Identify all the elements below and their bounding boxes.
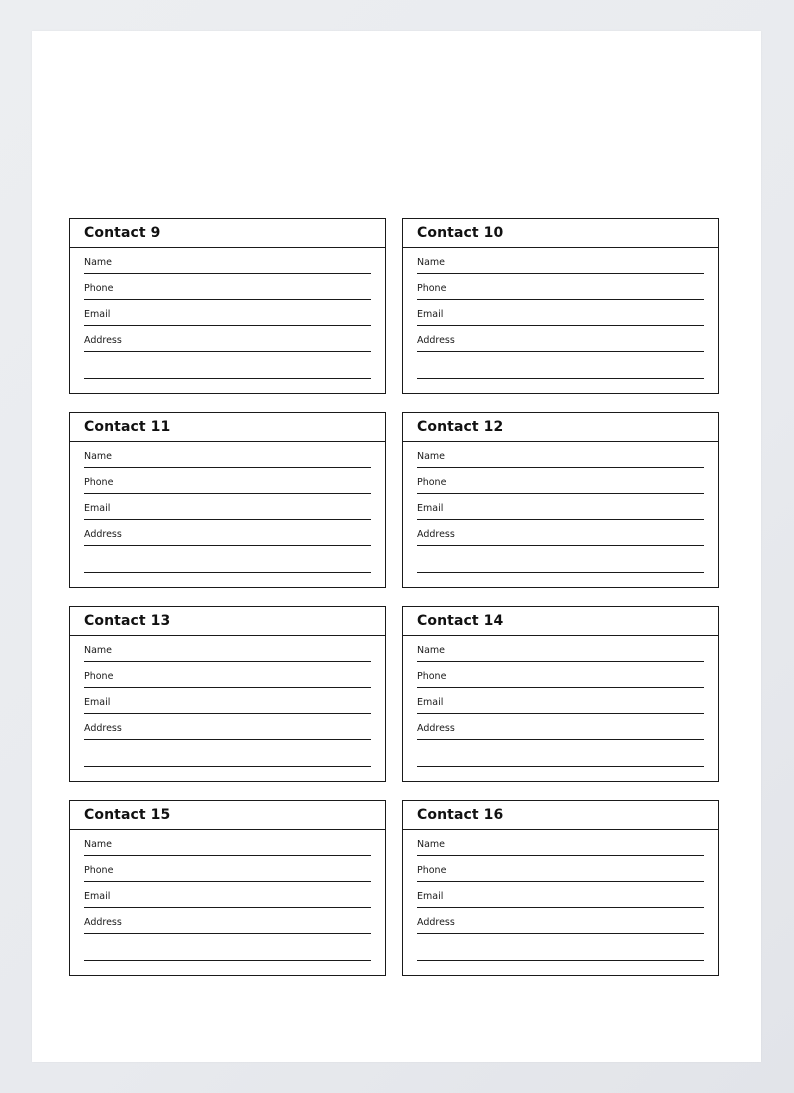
address-line-2[interactable] <box>417 547 704 573</box>
card-header <box>70 219 385 248</box>
phone-field[interactable] <box>84 857 371 882</box>
email-field[interactable] <box>417 883 704 908</box>
card-header <box>403 413 718 442</box>
address-label: Address <box>417 917 455 928</box>
address-field[interactable] <box>417 327 704 352</box>
email-label: Email <box>417 309 444 320</box>
contact-card <box>69 800 386 976</box>
address-label: Address <box>84 335 122 346</box>
card-fields <box>84 442 371 573</box>
email-label: Email <box>84 309 111 320</box>
name-field[interactable] <box>84 636 371 662</box>
contact-card <box>69 218 386 394</box>
email-label: Email <box>84 891 111 902</box>
address-line-2[interactable] <box>417 353 704 379</box>
address-field[interactable] <box>417 909 704 934</box>
email-field[interactable] <box>417 689 704 714</box>
contact-card <box>69 606 386 782</box>
address-field[interactable] <box>84 909 371 934</box>
phone-field[interactable] <box>417 275 704 300</box>
address-line-2[interactable] <box>84 547 371 573</box>
card-fields <box>84 830 371 961</box>
name-label: Name <box>417 451 446 462</box>
contact-card <box>69 412 386 588</box>
card-title: Contact 9 <box>84 225 161 241</box>
email-label: Email <box>417 503 444 514</box>
name-field[interactable] <box>84 442 371 468</box>
phone-label: Phone <box>84 671 114 682</box>
address-line-2[interactable] <box>417 935 704 961</box>
name-field[interactable] <box>417 248 704 274</box>
card-header <box>403 607 718 636</box>
address-field[interactable] <box>417 521 704 546</box>
address-line-2[interactable] <box>417 741 704 767</box>
phone-label: Phone <box>417 865 447 876</box>
address-line-2[interactable] <box>84 741 371 767</box>
address-field[interactable] <box>84 327 371 352</box>
card-title: Contact 10 <box>417 225 504 241</box>
email-label: Email <box>84 503 111 514</box>
card-title: Contact 15 <box>84 807 171 823</box>
email-field[interactable] <box>84 495 371 520</box>
phone-label: Phone <box>417 283 447 294</box>
contact-card <box>402 800 719 976</box>
name-field[interactable] <box>84 830 371 856</box>
card-title: Contact 16 <box>417 807 504 823</box>
phone-field[interactable] <box>84 275 371 300</box>
address-label: Address <box>84 917 122 928</box>
name-label: Name <box>417 257 446 268</box>
address-field[interactable] <box>417 715 704 740</box>
email-field[interactable] <box>84 883 371 908</box>
address-label: Address <box>84 529 122 540</box>
email-field[interactable] <box>417 301 704 326</box>
name-field[interactable] <box>84 248 371 274</box>
name-label: Name <box>84 839 113 850</box>
contact-card <box>402 218 719 394</box>
address-line-2[interactable] <box>84 935 371 961</box>
name-label: Name <box>84 451 113 462</box>
card-title: Contact 13 <box>84 613 171 629</box>
phone-field[interactable] <box>84 469 371 494</box>
address-label: Address <box>84 723 122 734</box>
name-field[interactable] <box>417 636 704 662</box>
card-title: Contact 14 <box>417 613 504 629</box>
address-field[interactable] <box>84 715 371 740</box>
email-label: Email <box>417 891 444 902</box>
card-header <box>403 219 718 248</box>
name-label: Name <box>417 839 446 850</box>
contact-card <box>402 606 719 782</box>
contact-card <box>402 412 719 588</box>
name-field[interactable] <box>417 830 704 856</box>
card-fields <box>84 636 371 767</box>
card-title: Contact 12 <box>417 419 504 435</box>
phone-field[interactable] <box>417 663 704 688</box>
card-title: Contact 11 <box>84 419 171 435</box>
card-header <box>70 801 385 830</box>
contact-grid <box>69 218 719 976</box>
email-field[interactable] <box>84 301 371 326</box>
card-fields <box>417 636 704 767</box>
address-field[interactable] <box>84 521 371 546</box>
phone-label: Phone <box>84 283 114 294</box>
address-label: Address <box>417 723 455 734</box>
phone-field[interactable] <box>417 857 704 882</box>
email-label: Email <box>84 697 111 708</box>
name-label: Name <box>84 257 113 268</box>
address-line-2[interactable] <box>84 353 371 379</box>
phone-label: Phone <box>417 477 447 488</box>
phone-label: Phone <box>84 865 114 876</box>
name-label: Name <box>84 645 113 656</box>
email-label: Email <box>417 697 444 708</box>
card-header <box>403 801 718 830</box>
name-label: Name <box>417 645 446 656</box>
card-fields <box>417 248 704 379</box>
phone-field[interactable] <box>417 469 704 494</box>
card-fields <box>417 830 704 961</box>
document-page <box>32 31 761 1062</box>
address-label: Address <box>417 529 455 540</box>
card-header <box>70 607 385 636</box>
card-header <box>70 413 385 442</box>
email-field[interactable] <box>84 689 371 714</box>
address-label: Address <box>417 335 455 346</box>
card-fields <box>417 442 704 573</box>
card-fields <box>84 248 371 379</box>
name-field[interactable] <box>417 442 704 468</box>
phone-label: Phone <box>417 671 447 682</box>
phone-label: Phone <box>84 477 114 488</box>
phone-field[interactable] <box>84 663 371 688</box>
email-field[interactable] <box>417 495 704 520</box>
